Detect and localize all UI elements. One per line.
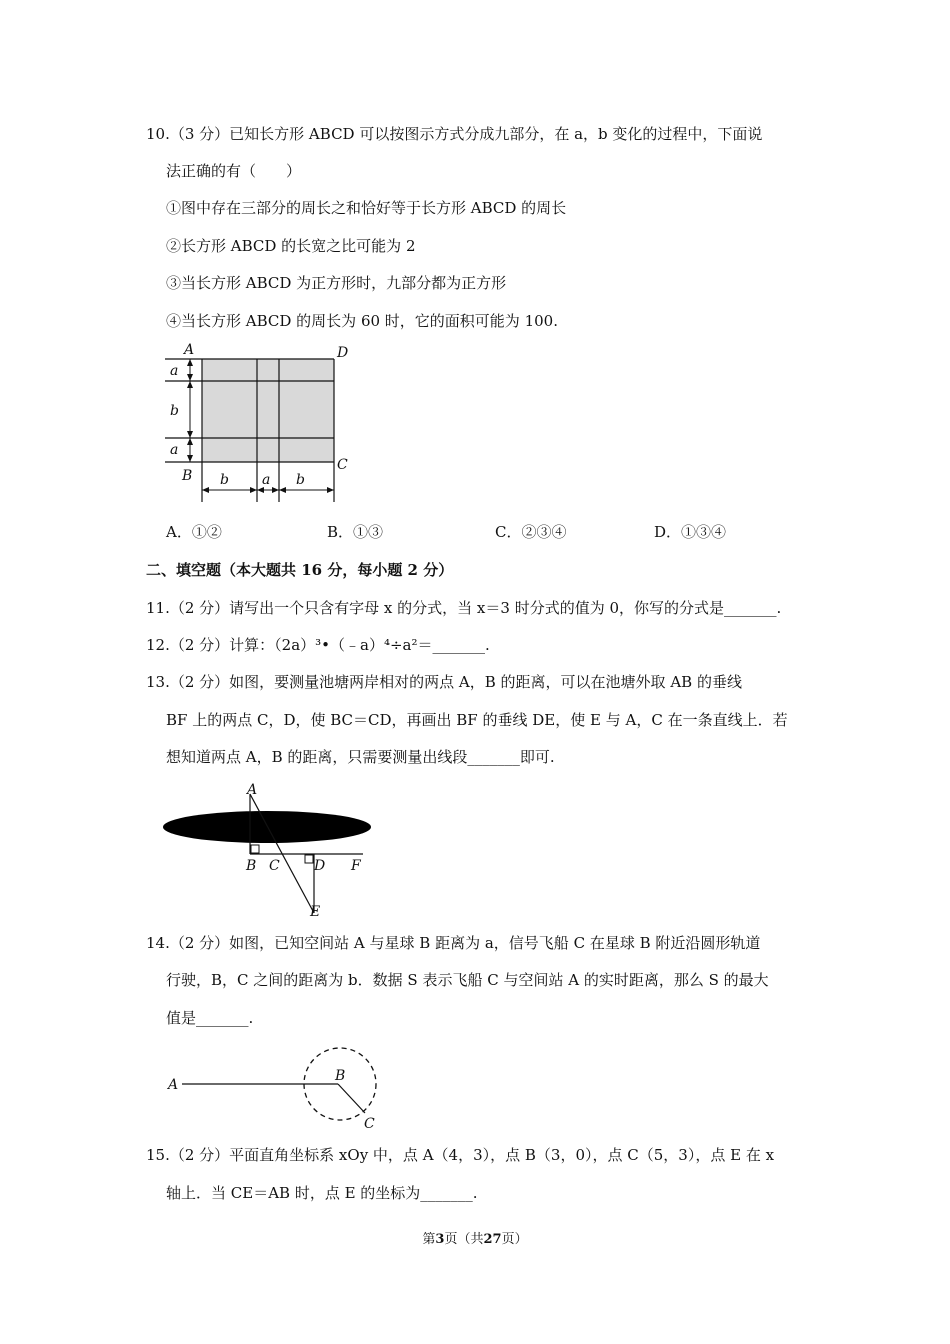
q13-pond-figure [160,780,380,920]
q10-line1: 10.（3 分）已知长方形 ABCD 可以按图示方式分成九部分，在 a，b 变化的过程中，下面说 [146,125,763,143]
fig10-label-a-top: a [170,363,179,379]
footer-post: 页） [501,1232,528,1247]
fig14-label-A: A [168,1077,179,1093]
q15-line2: 轴上．当 CE＝AB 时，点 E 的坐标为_______. [166,1184,478,1202]
q10-statement-2: ②长方形 ABCD 的长宽之比可能为 2 [166,237,416,255]
fig10-label-b-bottom-2: b [296,472,305,488]
fig14-label-B: B [335,1068,346,1084]
fig13-label-A: A [247,782,258,798]
q10-line2: 法正确的有（ ） [166,162,302,180]
q13-line2: BF 上的两点 C，D，使 BC＝CD，再画出 BF 的垂线 DE，使 E 与 A，C 在一条直线上．若 [166,711,788,729]
fig10-label-a-bottom-mid: a [262,472,271,488]
q13-line1: 13.（2 分）如图，要测量池塘两岸相对的两点 A，B 的距离，可以在池塘外取 AB 的垂线 [146,673,742,691]
q10-statement-3: ③当长方形 ABCD 为正方形时，九部分都为正方形 [166,274,507,292]
q14-orbit-figure [160,1040,390,1140]
footer-page-number: 3 [435,1232,445,1247]
footer-mid: 页（共 [444,1232,484,1247]
q14-line3: 值是_______. [166,1009,254,1027]
q10-rectangle-figure [160,340,360,510]
q10-option-a: A．①② [166,523,222,541]
q11-text: 11.（2 分）请写出一个只含有字母 x 的分式，当 x＝3 时分式的值为 0，你写的分式是_______. [146,599,782,617]
fig10-label-D: D [337,345,349,361]
q15-line1: 15.（2 分）平面直角坐标系 xOy 中，点 A（4，3），点 B（3，0），点 C（5，3），点 E 在 x [146,1146,775,1164]
q14-line1: 14.（2 分）如图，已知空间站 A 与星球 B 距离为 a，信号飞船 C 在星球 B 附近沿圆形轨道 [146,934,761,952]
fig10-label-B: B [182,468,193,484]
fig10-label-a-bottom: a [170,442,179,458]
fig13-label-C: C [269,858,280,874]
q14-line2: 行驶，B，C 之间的距离为 b．数据 S 表示飞船 C 与空间站 A 的实时距离，那么 S 的最大 [166,971,769,989]
section-2-heading: 二、填空题（本大题共 16 分，每小题 2 分） [146,561,454,579]
fig10-label-b-left: b [170,403,179,419]
fig14-label-C: C [364,1116,375,1132]
footer-pre: 第 [422,1232,436,1247]
q10-statement-1: ①图中存在三部分的周长之和恰好等于长方形 ABCD 的周长 [166,199,567,217]
q10-option-d: D．①③④ [654,523,727,541]
fig10-label-C: C [337,457,348,473]
page-footer [0,1228,950,1247]
fig13-label-D: D [314,858,326,874]
footer-total-pages: 27 [483,1232,502,1247]
fig10-label-A: A [184,342,195,358]
q10-statement-4: ④当长方形 ABCD 的周长为 60 时，它的面积可能为 100. [166,312,558,330]
fig13-label-F: F [351,858,361,874]
q10-option-c: C．②③④ [495,523,567,541]
fig13-label-E: E [310,904,321,920]
q13-line3: 想知道两点 A，B 的距离，只需要测量出线段_______即可. [166,748,555,766]
fig13-label-B: B [246,858,257,874]
fig10-label-b-bottom-1: b [220,472,229,488]
q12-text: 12.（2 分）计算：（2a）³•（﹣a）⁴÷a²＝_______. [146,636,490,654]
q10-option-b: B．①③ [327,523,384,541]
